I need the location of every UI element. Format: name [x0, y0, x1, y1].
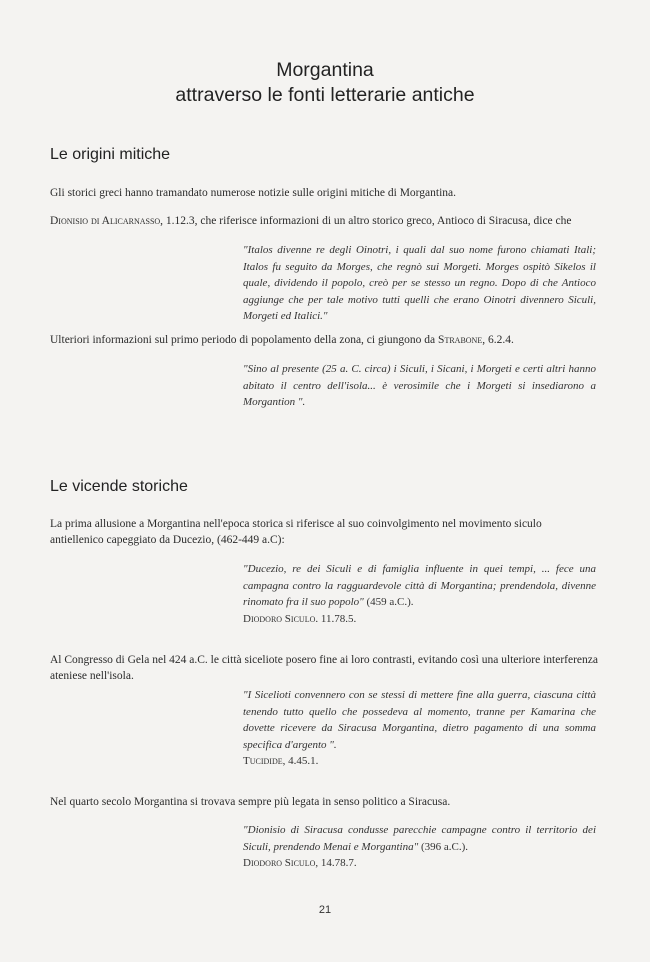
quote-sicelioti-ref: , 4.45.1. — [282, 755, 319, 767]
section-heading-origini: Le origini mitiche — [50, 146, 171, 163]
paragraph-dionisio — [50, 213, 598, 229]
source-dionisio: Dionisio di Alicarnasso — [50, 215, 161, 227]
quote-dionisio-siracusa-date: (396 a.C.). — [418, 840, 468, 853]
source-tucidide: Tucidide — [243, 755, 283, 767]
source-strabone: Strabone — [438, 334, 483, 346]
page-title — [0, 58, 650, 108]
paragraph-dionisio-text: , 1.12.3, che riferisce informazioni di un altro storico greco, Antioco di Siracusa, dice che — [160, 215, 572, 227]
quote-sicelioti — [243, 687, 596, 770]
paragraph-quarto-secolo: Nel quarto secolo Morgantina si trovava sempre più legata in senso politico a Siracusa. — [50, 796, 451, 808]
quote-dionisio-siracusa-text: "Dionisio di Siracusa condusse parecchie campagne contro il territorio dei Siculi, prendendo Menai e Morgantina" — [243, 824, 596, 853]
title-line-1: Morgantina — [276, 59, 374, 81]
quote-dionisio-siracusa-ref: , 14.78.7. — [315, 857, 357, 869]
source-diodoro-2: Diodoro Siculo — [243, 857, 316, 869]
page-number: 21 — [318, 904, 332, 916]
quote-italos — [243, 242, 596, 325]
title-line-2: attraverso le fonti letterarie antiche — [175, 84, 475, 106]
paragraph-intro: Gli storici greci hanno tramandato numerose notizie sulle origini mitiche di Morgantina. — [50, 187, 457, 199]
quote-italos-text: "Italos divenne re degli Oinotri, i quali dal suo nome furono chiamati Itali; Italos fu seguito da Morges, che regnò sui Morgeti. Morges ospitò Sikelos il quale, dividendo il popolo, creò per se stesso un regno. Dopo di che Antioco aggiunge che per tale motivo tutti quelli che erano Oinotri divennero Siculi, Morgeti ed Italici." — [243, 244, 596, 322]
section-heading-vicende: Le vicende storiche — [50, 478, 188, 495]
quote-sicelioti-text: "I Sicelioti convennero con se stessi di mettere fine alla guerra, ciascuna città tenendo tutto quello che possedeva al momento, tranne per Kamarina che dovette ricevere da Siracusa Morgantina, dietro pagamento di una somma specifica d'argento ". — [243, 689, 596, 751]
paragraph-strabone-text: Ulteriori informazioni sul primo periodo di popolamento della zona, ci giungono da — [50, 334, 439, 346]
quote-morgeti — [243, 361, 596, 411]
paragraph-ducezio: La prima allusione a Morgantina nell'epoca storica si riferisce al suo coinvolgimento nel movimento siculo antiellenico capeggiato da Ducezio, (462-449 a.C): — [50, 518, 542, 546]
quote-ducezio-text: "Ducezio, re dei Siculi e di famiglia influente in quei tempi, ... fece una campagna contro la ragguardevole città di Morgantina; prendendola, divenne rinomato fra il suo popolo" — [243, 563, 596, 608]
strabone-ref: , 6.2.4. — [482, 334, 514, 346]
quote-ducezio — [243, 561, 596, 627]
quote-dionisio-siracusa — [243, 822, 596, 872]
source-diodoro-1: Diodoro Siculo — [243, 612, 316, 625]
paragraph-congresso-gela: Al Congresso di Gela nel 424 a.C. le città siceliote posero fine ai loro contrasti, evitando così una ulteriore interferenza ateniese nell'isola. — [50, 654, 598, 682]
quote-morgeti-text: "Sino al presente (25 a. C. circa) i Siculi, i Sicani, i Morgeti e certi altri hanno abitato il centro dell'isola... è verosimile che i Morgeti si insediarono a Morgantion ". — [243, 363, 596, 408]
quote-ducezio-ref: . 11.78.5. — [315, 612, 357, 625]
quote-ducezio-date: (459 a.C.). — [363, 596, 414, 608]
paragraph-strabone — [50, 332, 598, 348]
